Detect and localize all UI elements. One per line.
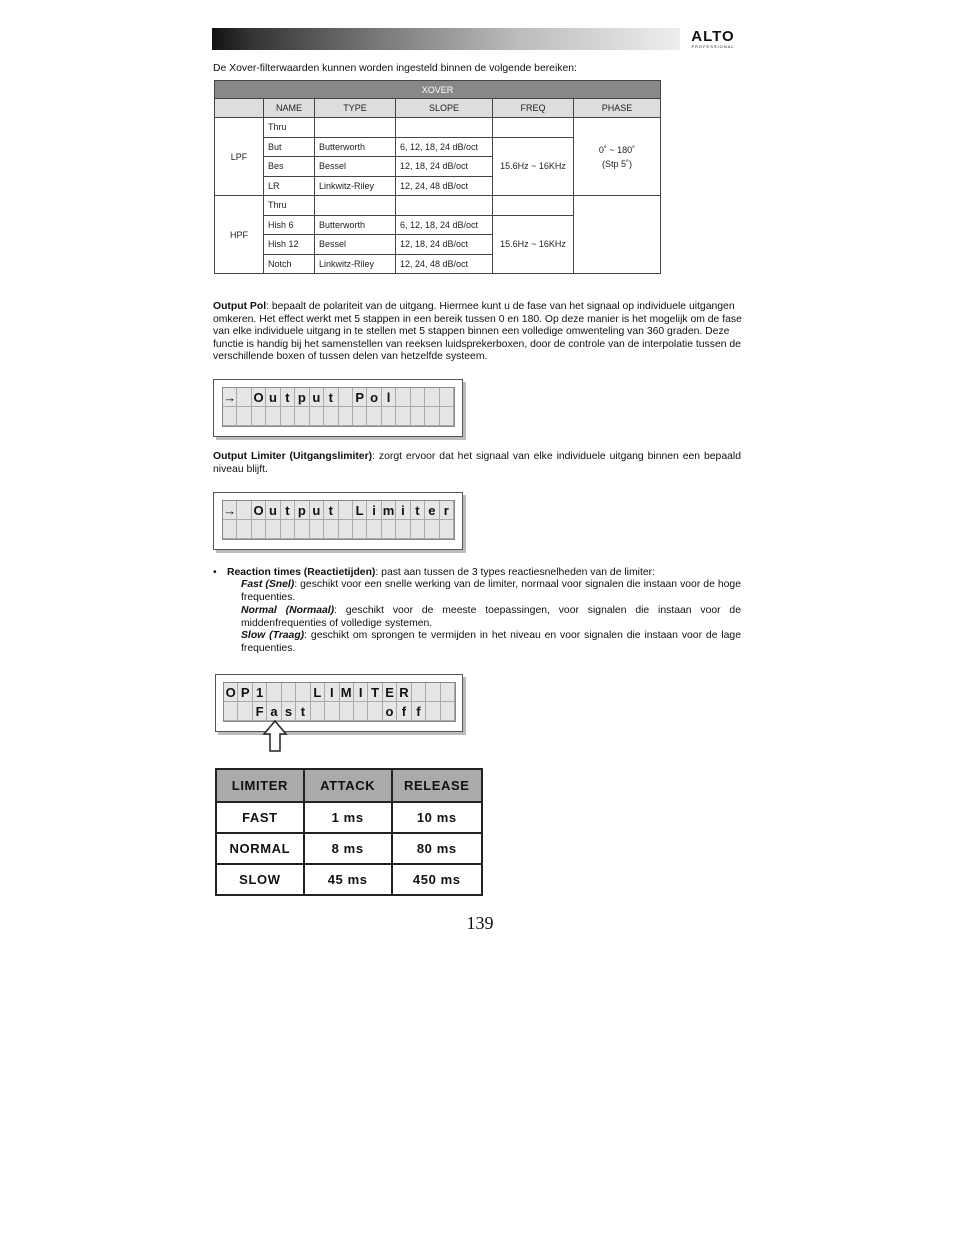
- table-cell: 450 ms: [392, 864, 482, 895]
- lcd-cell: [339, 388, 353, 407]
- lcd-cell: a: [267, 702, 281, 721]
- table-cell: Linkwitz-Riley: [315, 254, 396, 274]
- table-row: [216, 864, 482, 895]
- lpf-phase-range: 0˚ ~ 180˚: [598, 144, 636, 155]
- lcd-cell: O: [252, 388, 266, 407]
- lcd-cell: [310, 520, 324, 539]
- lcd-cell: [411, 520, 425, 539]
- lcd-cell: [353, 407, 367, 426]
- lcd-cell: [367, 407, 381, 426]
- output-limiter-paragraph: [213, 451, 741, 476]
- lcd-cell: r: [440, 501, 454, 520]
- lcd-cell: o: [367, 388, 381, 407]
- lcd-cell: [368, 702, 382, 721]
- lcd-cell: [296, 683, 310, 702]
- lcd-cell: [223, 520, 237, 539]
- hpf-label: HPF: [215, 196, 264, 274]
- lcd-cell: [282, 683, 296, 702]
- lcd-cell: [237, 501, 251, 520]
- lcd-cell: o: [383, 702, 397, 721]
- lpf-phase: [574, 118, 661, 196]
- lcd-cell: [426, 702, 440, 721]
- table-cell: But: [264, 137, 315, 157]
- limiter-header-limiter: LIMITER: [216, 769, 304, 802]
- lcd-cell: t: [324, 388, 338, 407]
- lcd-cell: u: [310, 388, 324, 407]
- lcd-cell: →: [223, 501, 237, 520]
- lcd-cell: M: [340, 683, 354, 702]
- table-cell: FAST: [216, 802, 304, 833]
- logo-sub: PROFESSIONAL: [691, 44, 735, 49]
- lcd-cell: [237, 388, 251, 407]
- lcd-cell: [324, 520, 338, 539]
- xover-header-freq: FREQ: [493, 99, 574, 118]
- fast-text: : geschikt voor een snelle werking van de limiter, normaal voor signalen die instaan voor de hoge frequenties.: [241, 579, 741, 603]
- table-cell: SLOW: [216, 864, 304, 895]
- up-arrow-icon: [262, 720, 288, 752]
- lcd-cell: [396, 520, 410, 539]
- lcd-cell: s: [282, 702, 296, 721]
- lcd-cell: t: [281, 501, 295, 520]
- lcd-cell: I: [354, 683, 368, 702]
- lcd-cell: [339, 520, 353, 539]
- lcd-cell: [281, 407, 295, 426]
- lcd-cell: [295, 407, 309, 426]
- lcd-cell: [441, 702, 455, 721]
- hpf-phase: [574, 196, 661, 274]
- table-cell: 80 ms: [392, 833, 482, 864]
- table-cell: Bessel: [315, 235, 396, 255]
- reaction-normal: [241, 605, 741, 630]
- output-limiter-term: Output Limiter (Uitgangslimiter): [213, 451, 373, 462]
- lcd-display-grid: [222, 500, 455, 540]
- lcd-cell: E: [383, 683, 397, 702]
- table-row: [216, 833, 482, 864]
- table-cell: 45 ms: [304, 864, 392, 895]
- lcd-cell: [266, 520, 280, 539]
- lcd-cell: [396, 388, 410, 407]
- hpf-freq: 15.6Hz ~ 16KHz: [493, 215, 574, 274]
- lcd-cell: p: [295, 388, 309, 407]
- reaction-term: Reaction times (Reactietijden): [227, 567, 376, 578]
- lcd-cell: t: [296, 702, 310, 721]
- lcd-cell: [325, 702, 339, 721]
- lcd-cell: [440, 520, 454, 539]
- lcd-output-pol: [213, 379, 463, 437]
- alto-logo: [684, 28, 742, 50]
- table-cell: 12, 18, 24 dB/oct: [396, 157, 493, 177]
- lcd-cell: [267, 683, 281, 702]
- table-cell: 10 ms: [392, 802, 482, 833]
- lcd-display-grid: [223, 682, 456, 722]
- lcd-cell: [340, 702, 354, 721]
- lcd-cell: R: [397, 683, 411, 702]
- table-cell: [493, 118, 574, 138]
- lcd-cell: [295, 520, 309, 539]
- lcd-cell: p: [295, 501, 309, 520]
- lcd-cell: [425, 407, 439, 426]
- lcd-cell: [353, 520, 367, 539]
- lpf-label: LPF: [215, 118, 264, 196]
- xover-header-slope: SLOPE: [396, 99, 493, 118]
- xover-title: XOVER: [215, 81, 661, 99]
- table-cell: Linkwitz-Riley: [315, 176, 396, 196]
- xover-header-phase: PHASE: [574, 99, 661, 118]
- lcd-cell: F: [253, 702, 267, 721]
- lcd-cell: [354, 702, 368, 721]
- table-cell: 1 ms: [304, 802, 392, 833]
- table-cell: [396, 196, 493, 216]
- output-pol-text: : bepaalt de polariteit van de uitgang. Hiermee kunt u de fase van het signaal op individuele uitgangen omkeren. Het effect werkt met 5 stappen in een bereik tussen 0 en 180. Op deze manier is het mogelijk om de fase van elke individuele uitgang in te stellen met 5 stappen binnen een volledige omwenteling van 360 graden. Deze functie is handig bij het samenstellen van reeksen luidsprekerboxen, door de controle van de interpolatie tussen de verschillende boxen of tussen delen van hetzelfde systeem.: [213, 301, 742, 363]
- table-cell: 6, 12, 18, 24 dB/oct: [396, 137, 493, 157]
- table-cell: Thru: [264, 118, 315, 138]
- lcd-cell: t: [324, 501, 338, 520]
- lcd-cell: [281, 520, 295, 539]
- table-cell: Hish 12: [264, 235, 315, 255]
- lcd-cell: →: [223, 388, 237, 407]
- lcd-op1-limiter: [215, 674, 463, 732]
- lcd-cell: [441, 683, 455, 702]
- table-cell: Thru: [264, 196, 315, 216]
- lcd-cell: [310, 407, 324, 426]
- reaction-intro: [227, 567, 741, 580]
- lcd-cell: e: [425, 501, 439, 520]
- lcd-cell: [237, 520, 251, 539]
- lcd-cell: [252, 407, 266, 426]
- lcd-cell: f: [412, 702, 426, 721]
- table-cell: Bessel: [315, 157, 396, 177]
- lcd-cell: t: [281, 388, 295, 407]
- lcd-cell: 1: [253, 683, 267, 702]
- lcd-cell: m: [382, 501, 396, 520]
- table-cell: [315, 118, 396, 138]
- lcd-cell: [411, 407, 425, 426]
- normal-term: Normal (Normaal): [241, 605, 335, 616]
- table-cell: Bes: [264, 157, 315, 177]
- lcd-cell: l: [382, 388, 396, 407]
- slow-text: : geschikt om sprongen te vermijden in het niveau en voor signalen die instaan voor de lage frequenties.: [241, 630, 741, 654]
- lcd-cell: [412, 683, 426, 702]
- lcd-cell: [382, 520, 396, 539]
- lcd-cell: [426, 683, 440, 702]
- lcd-cell: O: [224, 683, 238, 702]
- lcd-cell: [425, 520, 439, 539]
- lcd-cell: I: [325, 683, 339, 702]
- lcd-cell: i: [367, 501, 381, 520]
- lcd-cell: [223, 407, 237, 426]
- xover-table: [214, 80, 661, 274]
- limiter-header-attack: ATTACK: [304, 769, 392, 802]
- table-cell: 12, 24, 48 dB/oct: [396, 254, 493, 274]
- lcd-cell: [237, 407, 251, 426]
- table-cell: 12, 24, 48 dB/oct: [396, 176, 493, 196]
- intro-text: De Xover-filterwaarden kunnen worden ingesteld binnen de volgende bereiken:: [213, 63, 577, 74]
- lcd-cell: t: [411, 501, 425, 520]
- table-cell: [396, 118, 493, 138]
- lcd-cell: [425, 388, 439, 407]
- lcd-cell: [382, 407, 396, 426]
- reaction-fast: [241, 579, 741, 604]
- lcd-cell: T: [368, 683, 382, 702]
- xover-header-blank: [215, 99, 264, 118]
- lcd-cell: [252, 520, 266, 539]
- lcd-cell: [440, 407, 454, 426]
- table-cell: 6, 12, 18, 24 dB/oct: [396, 215, 493, 235]
- lcd-cell: i: [396, 501, 410, 520]
- lcd-cell: O: [252, 501, 266, 520]
- reaction-slow: [241, 630, 741, 655]
- page-number: 139: [466, 913, 494, 933]
- table-cell: Hish 6: [264, 215, 315, 235]
- table-cell: 12, 18, 24 dB/oct: [396, 235, 493, 255]
- xover-header-type: TYPE: [315, 99, 396, 118]
- lcd-cell: [311, 702, 325, 721]
- table-cell: [315, 196, 396, 216]
- logo-brand: ALTO: [691, 28, 735, 45]
- output-limiter-text: : zorgt ervoor dat het signaal van elke individuele uitgang binnen een bepaald niveau blijft.: [213, 451, 741, 475]
- limiter-table: [215, 768, 483, 896]
- lcd-cell: u: [266, 388, 280, 407]
- output-pol-term: Output Pol: [213, 301, 267, 312]
- lcd-cell: u: [310, 501, 324, 520]
- lcd-cell: u: [266, 501, 280, 520]
- table-cell: Butterworth: [315, 215, 396, 235]
- xover-header-name: NAME: [264, 99, 315, 118]
- lcd-cell: [238, 702, 252, 721]
- lcd-cell: P: [353, 388, 367, 407]
- lcd-output-limiter: [213, 492, 463, 550]
- lcd-cell: [396, 407, 410, 426]
- reaction-bullet: •: [213, 567, 217, 578]
- lpf-freq: 15.6Hz ~ 16KHz: [493, 137, 574, 196]
- lcd-cell: P: [238, 683, 252, 702]
- reaction-text: : past aan tussen de 3 types reactiesnelheden van de limiter:: [375, 567, 655, 578]
- lcd-cell: [440, 388, 454, 407]
- lcd-cell: [224, 702, 238, 721]
- normal-text: : geschikt voor de meeste toepassingen, voor signalen die instaan voor de middenfrequenties of volledige systemen.: [241, 605, 741, 629]
- table-cell: [493, 196, 574, 216]
- slow-term: Slow (Traag): [241, 630, 305, 641]
- lcd-cell: [266, 407, 280, 426]
- lcd-cell: L: [353, 501, 367, 520]
- limiter-header-release: RELEASE: [392, 769, 482, 802]
- lcd-cell: f: [397, 702, 411, 721]
- table-cell: Butterworth: [315, 137, 396, 157]
- fast-term: Fast (Snel): [241, 579, 295, 590]
- lcd-cell: [367, 520, 381, 539]
- lcd-cell: [339, 501, 353, 520]
- output-pol-paragraph: [213, 301, 743, 364]
- table-cell: Notch: [264, 254, 315, 274]
- lcd-cell: [324, 407, 338, 426]
- table-cell: 8 ms: [304, 833, 392, 864]
- lpf-phase-step: (Stp 5˚): [601, 158, 632, 169]
- table-row: [216, 802, 482, 833]
- lcd-cell: [411, 388, 425, 407]
- lcd-display-grid: [222, 387, 455, 427]
- lcd-cell: L: [311, 683, 325, 702]
- lcd-cell: [339, 407, 353, 426]
- table-cell: NORMAL: [216, 833, 304, 864]
- header-gradient-bar: [212, 28, 680, 50]
- table-cell: LR: [264, 176, 315, 196]
